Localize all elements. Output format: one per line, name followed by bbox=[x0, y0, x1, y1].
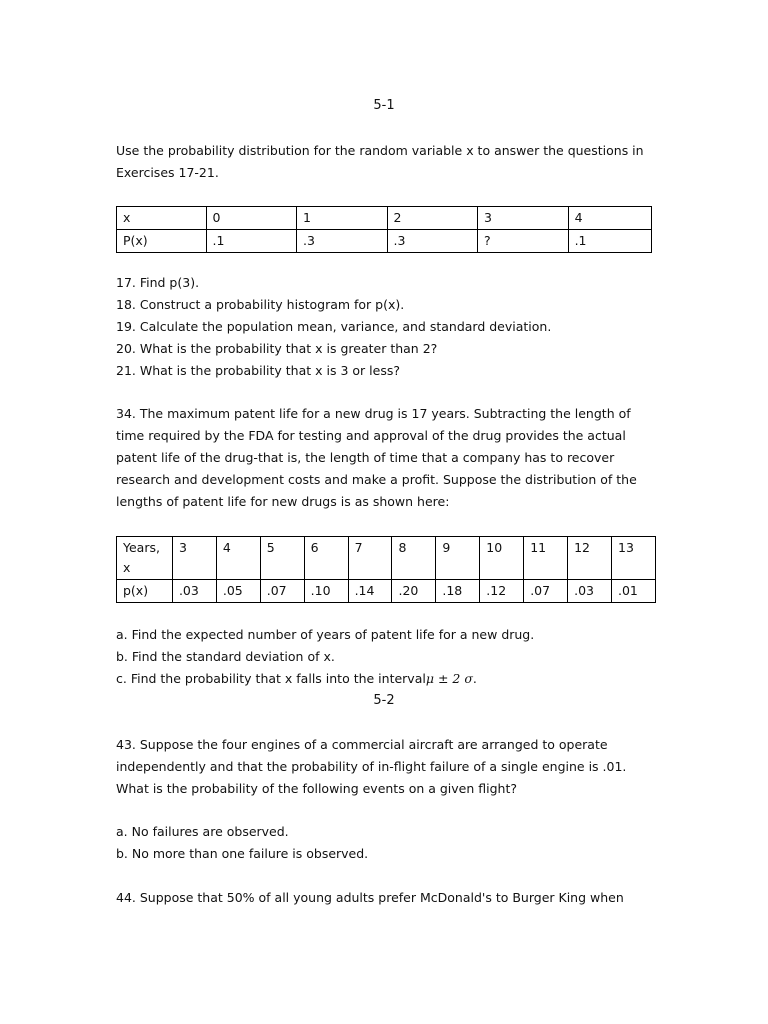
table-cell: .10 bbox=[304, 580, 348, 603]
table-cell: ? bbox=[478, 230, 569, 253]
table-cell: .07 bbox=[260, 580, 304, 603]
table-cell: 8 bbox=[392, 537, 436, 580]
intro-text: Use the probability distribution for the random variable x to answer the questions in Exercises 17-21. bbox=[116, 143, 644, 180]
question-20: 20. What is the probability that x is greater than 2? bbox=[116, 341, 438, 356]
question-44 bbox=[116, 887, 656, 909]
question-43 bbox=[116, 734, 646, 800]
table-cell: 4 bbox=[216, 537, 260, 580]
question-34 bbox=[116, 403, 646, 513]
section-heading-5-2: 5-2 bbox=[373, 693, 395, 708]
question-43a: a. No failures are observed. bbox=[116, 824, 289, 839]
probability-table-1 bbox=[116, 206, 652, 253]
table-row-years bbox=[117, 537, 656, 580]
intro-paragraph bbox=[116, 140, 656, 184]
table-cell: .14 bbox=[348, 580, 392, 603]
table-cell: 4 bbox=[568, 207, 651, 230]
table-row-px bbox=[117, 230, 652, 253]
table-cell: .03 bbox=[172, 580, 216, 603]
patent-life-table bbox=[116, 536, 656, 603]
table-cell: 10 bbox=[480, 537, 524, 580]
question-43-text: 43. Suppose the four engines of a commercial aircraft are arranged to operate independently and that the probability of in-flight failure of a single engine is .01. What is the probability of the following events on a given flight? bbox=[116, 737, 627, 796]
table-cell: .12 bbox=[480, 580, 524, 603]
table-cell: 12 bbox=[568, 537, 612, 580]
question-34c-text: c. Find the probability that x falls into the interval bbox=[116, 671, 426, 686]
question-19: 19. Calculate the population mean, variance, and standard deviation. bbox=[116, 319, 552, 334]
table-cell-label: p(x) bbox=[117, 580, 173, 603]
table-row-x bbox=[117, 207, 652, 230]
question-21: 21. What is the probability that x is 3 or less? bbox=[116, 363, 400, 378]
x-label: x bbox=[123, 560, 131, 575]
table-cell: 5 bbox=[260, 537, 304, 580]
question-34-text: 34. The maximum patent life for a new drug is 17 years. Subtracting the length of time required by the FDA for testing and approval of the drug provides the actual patent life of the drug-that is, the length of time that a company has to recover research and development costs and make a profit. Suppose the distribution of the lengths of patent life for new drugs is as shown here: bbox=[116, 406, 637, 509]
question-44-text: 44. Suppose that 50% of all young adults prefer McDonald's to Burger King when bbox=[116, 890, 624, 905]
table-cell: 3 bbox=[172, 537, 216, 580]
table-cell: .1 bbox=[568, 230, 651, 253]
question-34c bbox=[116, 668, 656, 690]
table-cell: .03 bbox=[568, 580, 612, 603]
table-cell: .3 bbox=[387, 230, 478, 253]
table-cell: 6 bbox=[304, 537, 348, 580]
table-cell: .05 bbox=[216, 580, 260, 603]
question-34a: a. Find the expected number of years of patent life for a new drug. bbox=[116, 627, 535, 642]
table-cell: 7 bbox=[348, 537, 392, 580]
section-heading-5-1: 5-1 bbox=[373, 98, 395, 113]
table-cell: 0 bbox=[206, 207, 297, 230]
table-cell: .01 bbox=[612, 580, 656, 603]
question-34b: b. Find the standard deviation of x. bbox=[116, 649, 335, 664]
years-label: Years, bbox=[123, 540, 160, 555]
table-cell: .3 bbox=[297, 230, 388, 253]
table-cell: 2 bbox=[387, 207, 478, 230]
table-cell-label bbox=[117, 537, 173, 580]
table-cell: .18 bbox=[436, 580, 480, 603]
question-34c-end: . bbox=[472, 671, 477, 686]
interval-formula: μ ± 2 σ bbox=[425, 671, 473, 686]
table-cell: 1 bbox=[297, 207, 388, 230]
table-cell: .07 bbox=[524, 580, 568, 603]
question-17: 17. Find p(3). bbox=[116, 275, 200, 290]
table-cell-label: x bbox=[117, 207, 207, 230]
questions-17-21 bbox=[116, 272, 656, 382]
table-cell: .20 bbox=[392, 580, 436, 603]
table-cell-label: P(x) bbox=[117, 230, 207, 253]
question-43b: b. No more than one failure is observed. bbox=[116, 846, 369, 861]
question-43-parts bbox=[116, 821, 656, 865]
question-18: 18. Construct a probability histogram for p(x). bbox=[116, 297, 405, 312]
table-cell: 3 bbox=[478, 207, 569, 230]
table-cell: 13 bbox=[612, 537, 656, 580]
table-cell: 11 bbox=[524, 537, 568, 580]
table-cell: 9 bbox=[436, 537, 480, 580]
question-34-parts bbox=[116, 624, 656, 690]
table-row-probs bbox=[117, 580, 656, 603]
table-cell: .1 bbox=[206, 230, 297, 253]
